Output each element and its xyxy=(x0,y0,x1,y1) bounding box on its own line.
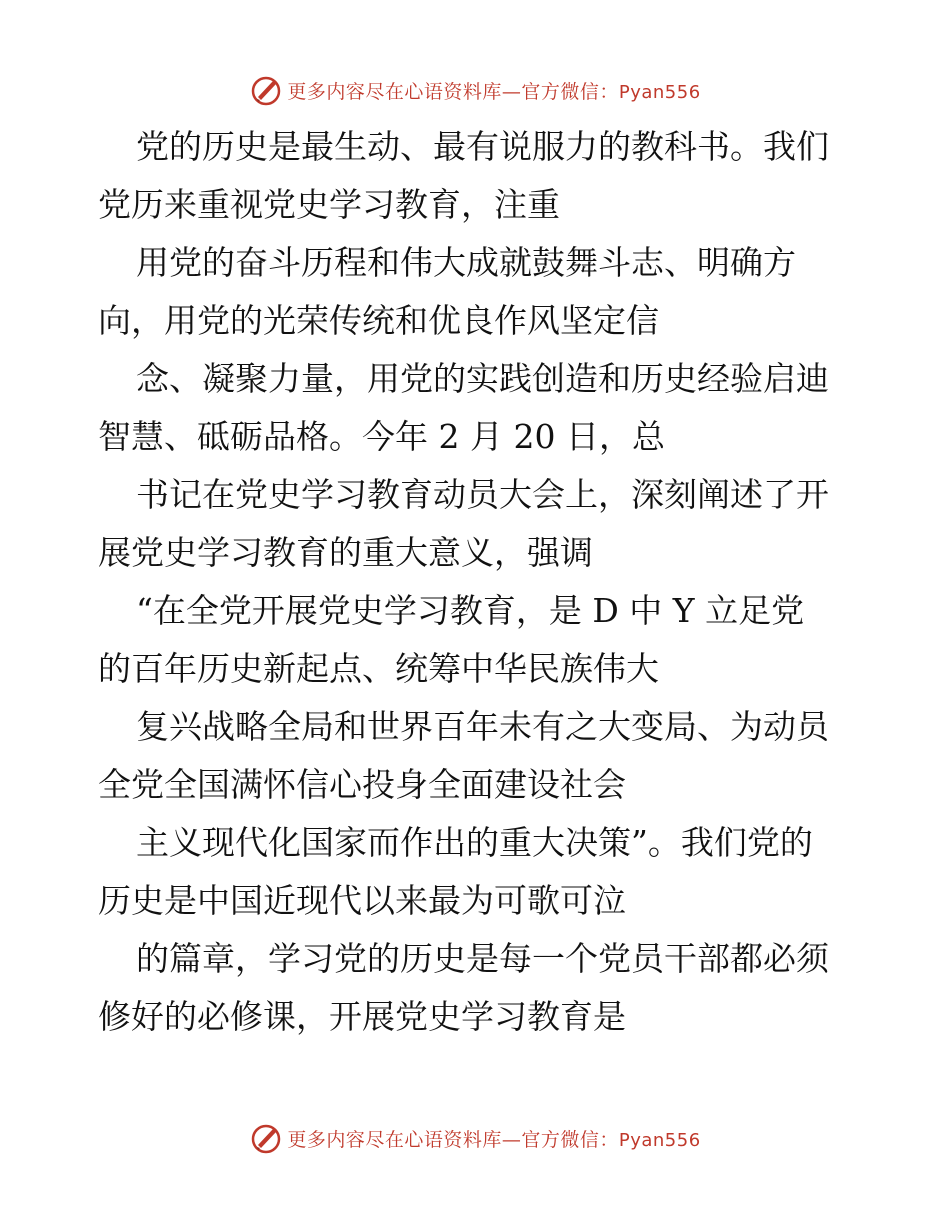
text-line: 的篇章，学习党的历史是每一个党员干部都必须 xyxy=(136,939,829,978)
text-line: 全党全国满怀信心投身全面建设社会 xyxy=(98,765,626,804)
text-line: 展党史学习教育的重大意义，强调 xyxy=(98,533,593,572)
document-body xyxy=(98,118,858,1046)
text-line: 用党的奋斗历程和伟大成就鼓舞斗志、明确方 xyxy=(136,243,796,282)
footer-banner-text xyxy=(287,1125,700,1152)
text-line: 的百年历史新起点、统筹中华民族伟大 xyxy=(98,649,659,688)
header-banner-cn: 更多内容尽在心语资料库—官方微信： xyxy=(287,80,619,103)
text-line: 党历来重视党史学习教育，注重 xyxy=(98,185,560,224)
text-line: “在全党开展党史学习教育，是 D 中 Y 立足党 xyxy=(136,591,805,630)
text-line: 智慧、砥砺品格。今年 2 月 20 日，总 xyxy=(98,417,665,456)
quill-seal-icon xyxy=(249,1121,283,1155)
text-line: 念、凝聚力量，用党的实践创造和历史经验启迪 xyxy=(136,359,829,398)
footer-wechat-id: Pyan556 xyxy=(618,1129,701,1151)
text-line: 向，用党的光荣传统和优良作风坚定信 xyxy=(98,301,659,340)
text-line: 主义现代化国家而作出的重大决策”。我们党的 xyxy=(136,823,813,862)
header-banner xyxy=(0,70,950,110)
footer-banner-cn: 更多内容尽在心语资料库—官方微信： xyxy=(287,1128,619,1151)
text-line: 历史是中国近现代以来最为可歌可泣 xyxy=(98,881,626,920)
text-line: 修好的必修课，开展党史学习教育是 xyxy=(98,997,626,1036)
text-line: 书记在党史学习教育动员大会上，深刻阐述了开 xyxy=(136,475,829,514)
text-line: 复兴战略全局和世界百年未有之大变局、为动员 xyxy=(136,707,829,746)
quill-seal-icon xyxy=(249,73,283,107)
text-line: 党的历史是最生动、最有说服力的教科书。我们 xyxy=(136,127,829,166)
footer-banner xyxy=(0,1118,950,1158)
header-banner-text xyxy=(287,77,700,104)
header-wechat-id: Pyan556 xyxy=(618,81,701,103)
